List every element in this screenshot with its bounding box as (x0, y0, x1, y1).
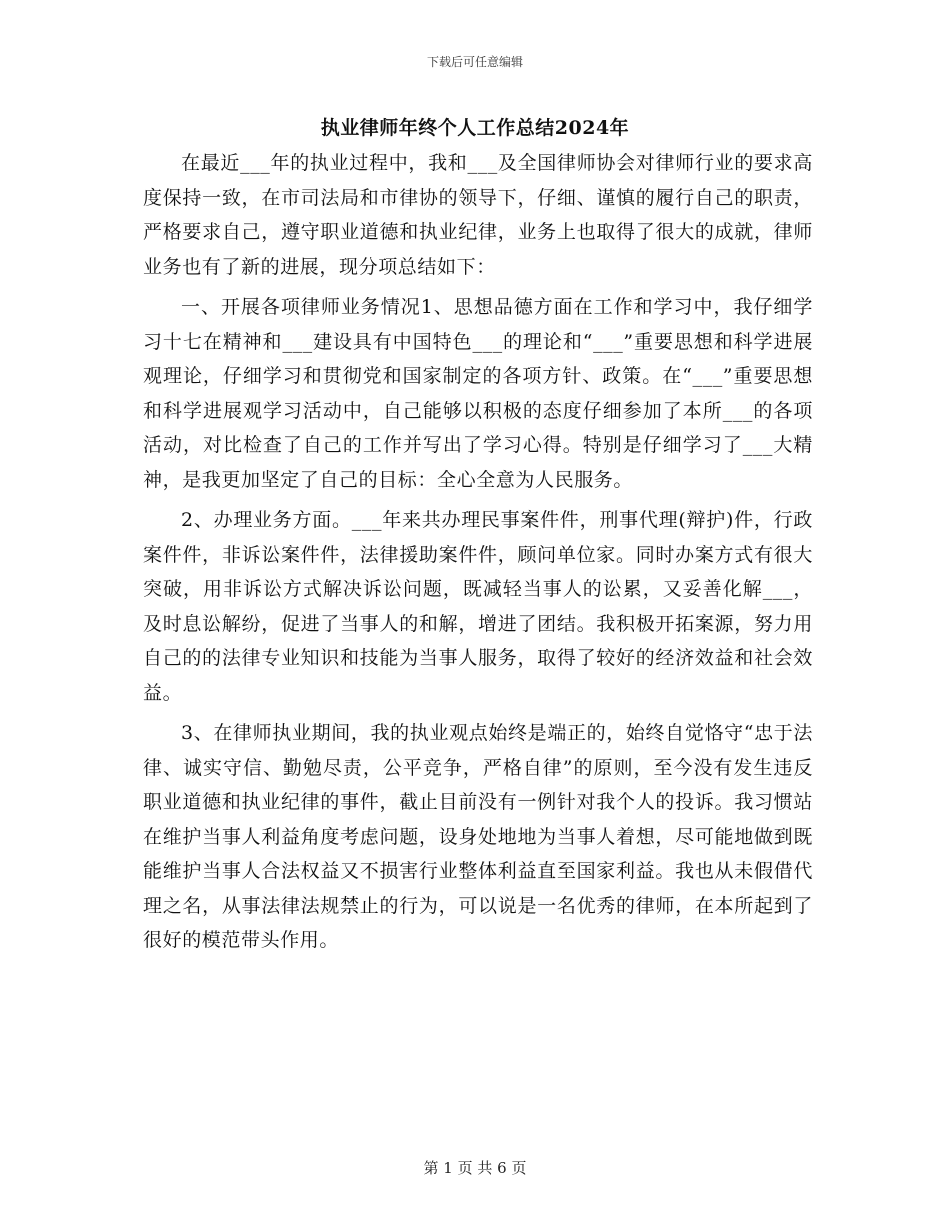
paragraph-intro: 在最近___年的执业过程中，我和___及全国律师协会对律师行业的要求高度保持一致，在市司法局和市律协的领导下，仔细、谨慎的履行自己的职责，严格要求自己，遵守职业道德和执业纪律，业务上也取得了很大的成就，律师业务也有了新的进展，现分项总结如下： (143, 152, 813, 278)
page-number: 第 1 页 共 6 页 (423, 1159, 527, 1177)
paragraph-ideology: 一、开展各项律师业务情况1、思想品德方面在工作和学习中，我仔细学习十七在精神和___建设具有中国特色___的理论和“___”重要思想和科学进展观理论，仔细学习和贯彻党和国家制定的各项方针、政策。在“___”重要思想和科学进展观学习活动中，自己能够以积极的态度仔细参加了本所___的各项活动，对比检查了自己的工作并写出了学习心得。特别是仔细学习了___大精神，是我更加坚定了自己的目标：全心全意为人民服务。 (143, 296, 813, 491)
document-title: 执业律师年终个人工作总结2024年 (320, 117, 630, 139)
paragraph-ethics: 3、在律师执业期间，我的执业观点始终是端正的，始终自觉恪守“忠于法律、诚实守信、勤勉尽责，公平竞争，严格自律”的原则，至今没有发生违反职业道德和执业纪律的事件，截止目前没有一例针对我个人的投诉。我习惯站在维护当事人利益角度考虑问题，设身处地地为当事人着想，尽可能地做到既能维护当事人合法权益又不损害行业整体利益直至国家利益。我也从未假借代理之名，从事法律法规禁止的行为，可以说是一名优秀的律师，在本所起到了很好的模范带头作用。 (143, 722, 813, 951)
download-note: 下载后可任意编辑 (426, 55, 523, 69)
document-body (143, 146, 813, 958)
paragraph-business: 2、办理业务方面。___年来共办理民事案件件，刑事代理(辩护)件，行政案件件，非诉讼案件件，法律援助案件件，顾问单位家。同时办案方式有很大突破，用非诉讼方式解决诉讼问题，既减轻当事人的讼累，又妥善化解___，及时息讼解纷，促进了当事人的和解，增进了团结。我积极开拓案源，努力用自己的的法律专业知识和技能为当事人服务，取得了较好的经济效益和社会效益。 (143, 509, 813, 704)
